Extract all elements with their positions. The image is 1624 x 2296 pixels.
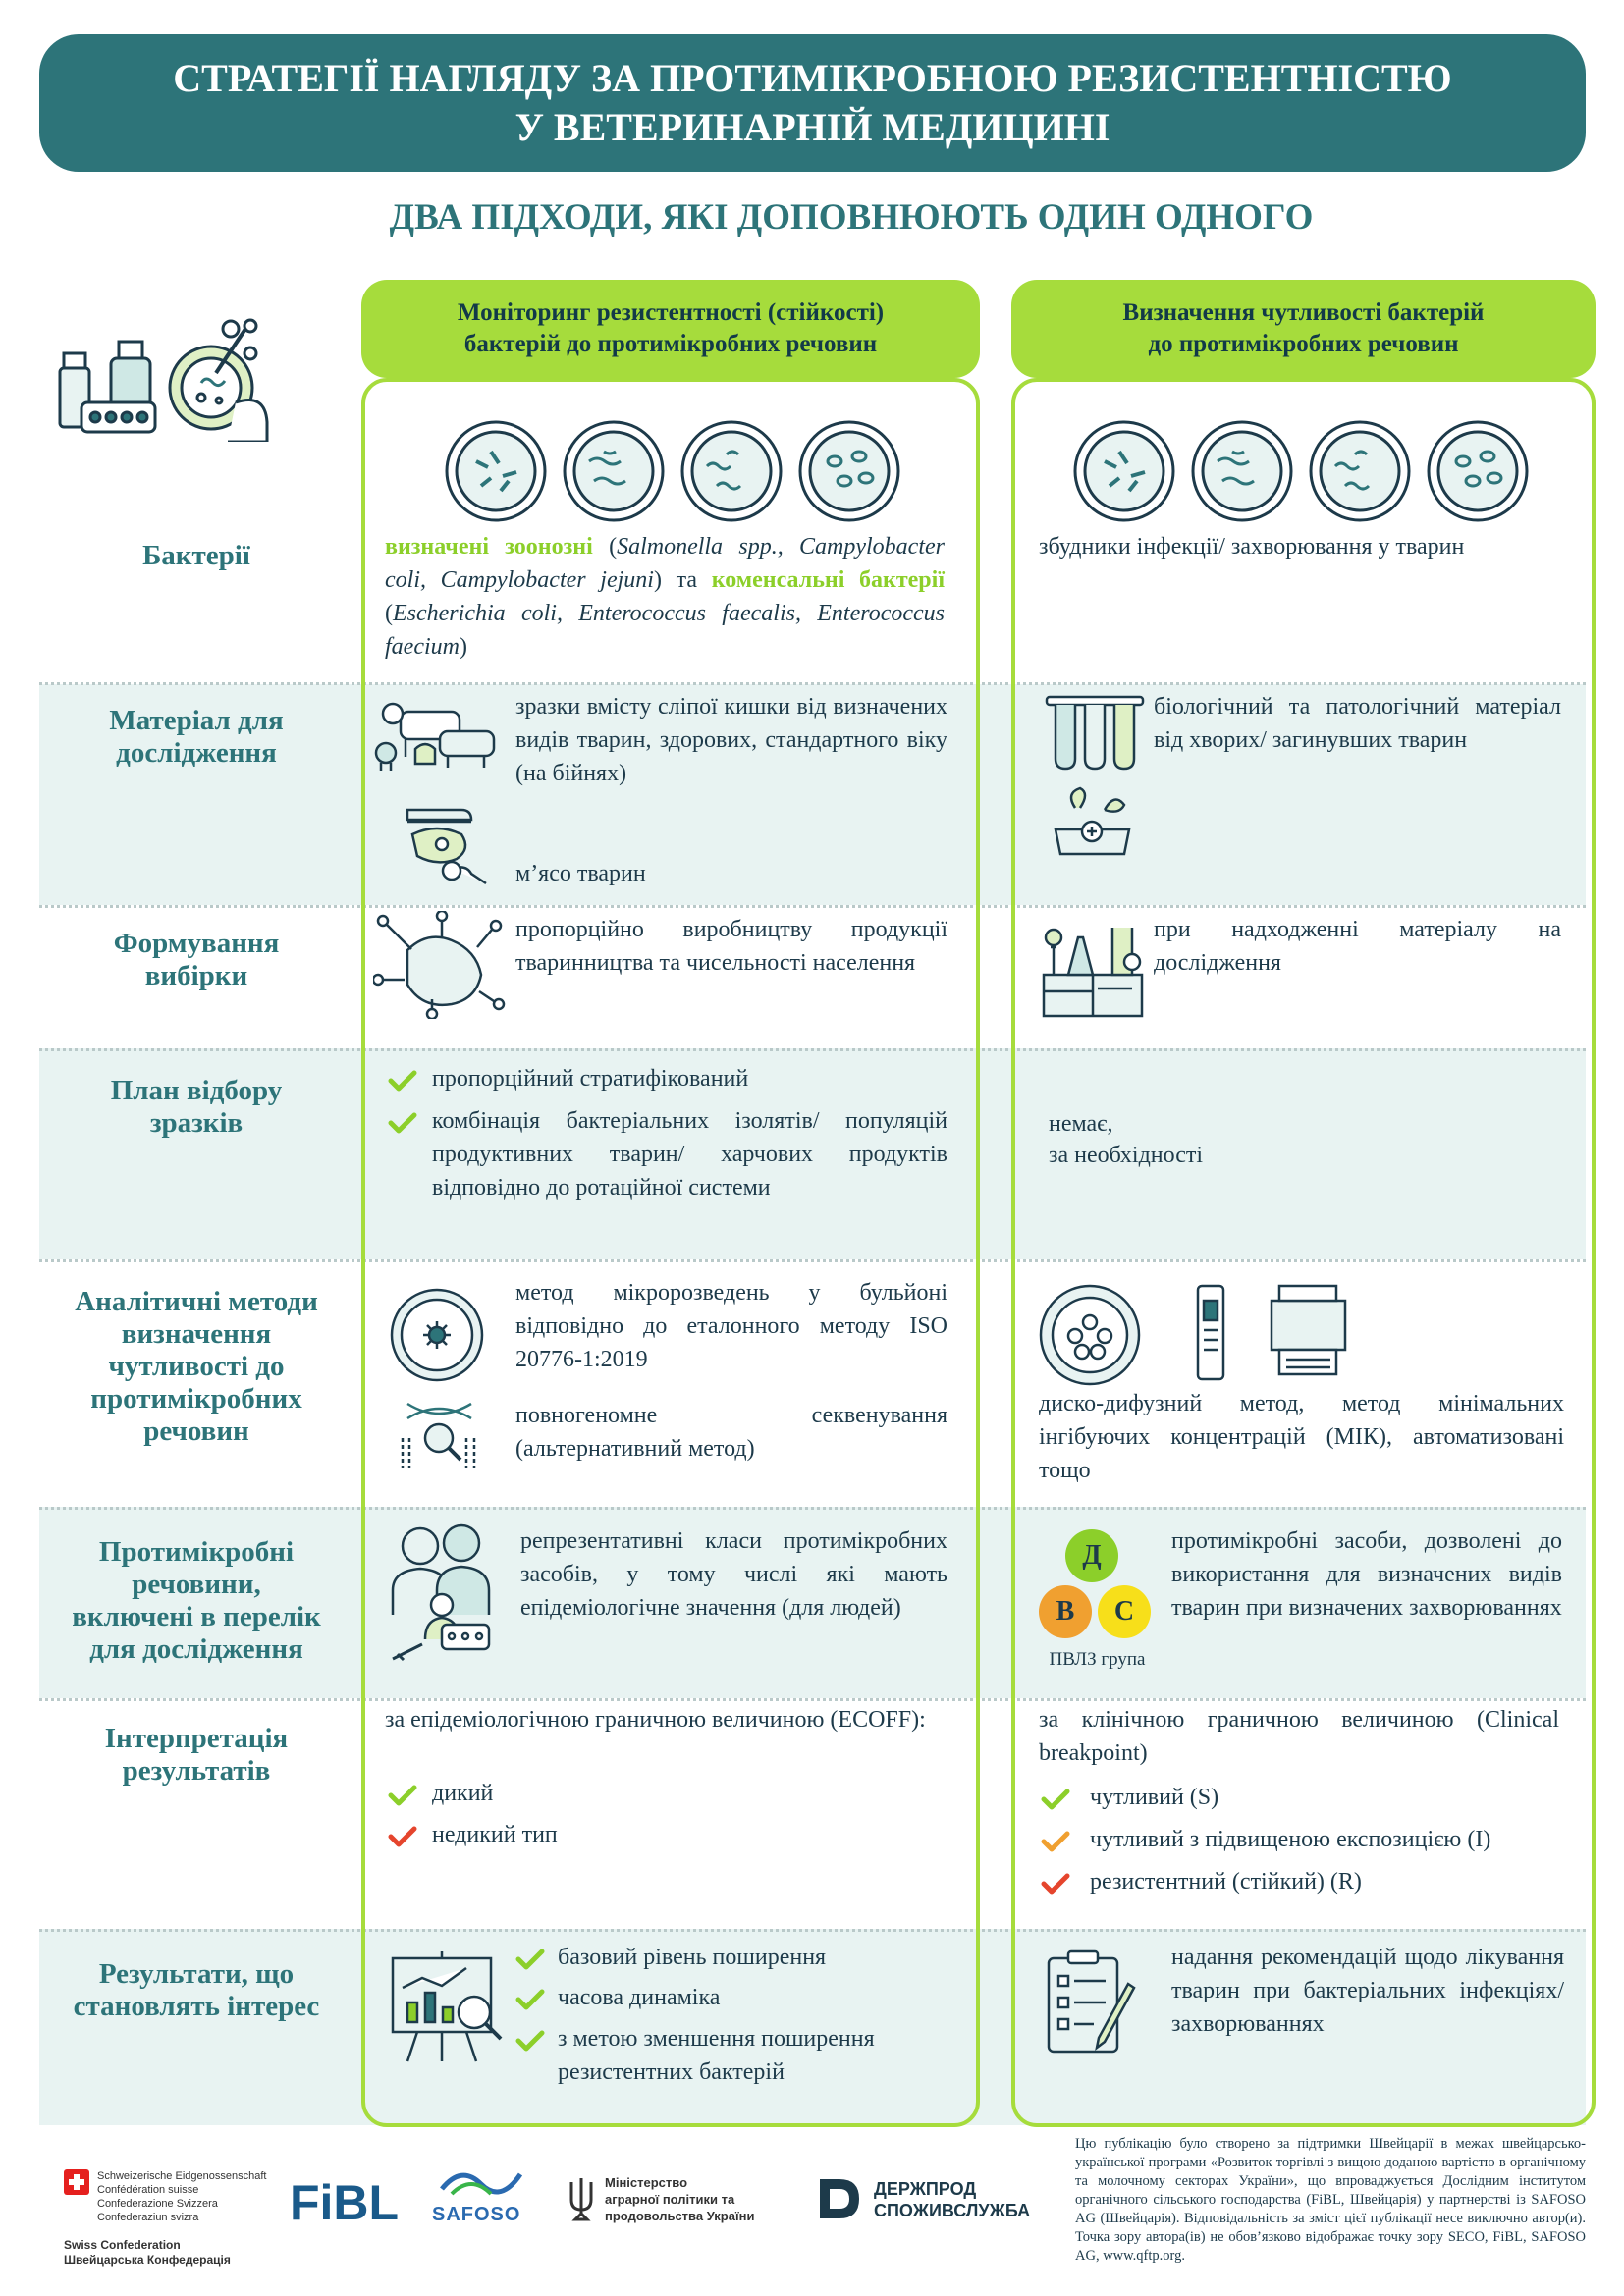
check-icon — [388, 1070, 417, 1092]
material-left-text1: зразки вмісту сліпої кишки від визначених видів тварин, здорових, стандартного віку (на бійнях) — [515, 694, 947, 786]
sampling-right-text: при надходженні матеріалу на дослідження — [1154, 917, 1561, 976]
microdilution-plate-icon — [388, 1286, 486, 1384]
left-column-header — [361, 280, 980, 378]
row-label-sampling: Формування вибірки — [113, 928, 280, 991]
row-label-plan: План відбору зразків — [110, 1075, 283, 1139]
family-icon — [388, 1522, 496, 1674]
row-label-results: Результати, що становлять інтерес — [73, 1958, 320, 2022]
right-column-header — [1011, 280, 1596, 378]
right-header-line1: Визначення чутливості бактерій — [1122, 299, 1485, 326]
row-label-substances: Протимікробні речовини, включені в перелік для дослідження — [72, 1536, 321, 1665]
material-right-text: біологічний та патологічний матеріал від хворих/ загинувших тварин — [1154, 694, 1561, 753]
title-line2: У ВЕТЕРИНАРНІЙ МЕДИЦИНІ — [514, 105, 1110, 149]
plan-left-text1: пропорційний стратифікований — [432, 1066, 749, 1092]
left-header-line2: бактерій до протимікробних речовин — [463, 331, 878, 357]
check-icon — [515, 1989, 545, 2010]
group-d-badge: Д — [1065, 1529, 1118, 1582]
network-map-icon — [373, 911, 506, 1019]
meat-icon — [398, 800, 496, 888]
safoso-logo: SAFOSO — [432, 2164, 540, 2226]
check-icon — [1041, 1873, 1070, 1895]
bacteria-left-text: визначені зоонозні (Salmonella spp., Campylobacter coli, Campylobacter jejuni) та коменсальні бактерії (Escherichia coli, Enterococcus faecalis, Enterococcus faecium) — [385, 534, 945, 660]
right-header-line2: до протимікробних речовин — [1148, 331, 1459, 357]
results-left1: базовий рівень поширення — [558, 1945, 827, 1970]
footer-disclaimer: Цю публікацію було створено за підтримки Швейцарії в межах швейцарсько-української програми «Розвиток торгівлі з вищою доданою вартістю в органічному та молочному секторах України», що впроваджується Дослідним інститутом органічного сільського господарства (FiBL, Швейцарія) у партнерстві із SAFOSO AG (Швейцарія). Відповідальність за зміст цієї публікації несе виключно автор(и). Точка зору автора(ів) не обов’язково відображає точку зору SECO, FiBL, SAFOSO AG, www.qftp.org. — [1075, 2136, 1586, 2264]
check-icon — [515, 1949, 545, 1970]
check-icon — [388, 1112, 417, 1134]
safoso-wave-icon — [432, 2164, 530, 2199]
group-b-badge: В — [1039, 1585, 1092, 1638]
check-icon — [1041, 1831, 1070, 1852]
plan-left-text2: комбінація бактеріальних ізолятів/ популяцій продуктивних тварин/ харчових продуктів відповідно до ротаційної системи — [432, 1108, 947, 1201]
analytics-board-icon — [388, 1949, 511, 2066]
row-label-methods: Аналітичні методи визначення чутливості до протимікробних речовин — [75, 1286, 318, 1447]
substances-left-text: репрезентативні класи протимікробних засобів, у тому числі які мають епідеміологічне значення (для людей) — [520, 1528, 947, 1621]
disk-diffusion-icon — [1036, 1271, 1350, 1394]
interpretation-right2: чутливий з підвищеною експозицією (I) — [1090, 1827, 1491, 1852]
lab-medicine-icon — [54, 314, 280, 442]
row-label-bacteria: Бактерії — [142, 540, 250, 571]
group-caption: ПВЛЗ група — [1049, 1649, 1146, 1670]
methods-right-text: диско-дифузний метод, метод мінімальних інгібуючих концентрацій (МІК), автоматизовані тощо — [1039, 1391, 1564, 1483]
swiss-flag-icon — [64, 2169, 89, 2195]
methods-left-text1: метод мікророзведень у бульйоні відповідно до еталонного методу ISO 20776-1:2019 — [515, 1280, 947, 1372]
farm-animals-icon — [371, 692, 509, 775]
bacteria-right-text: збудники інфекції/ захворювання у тварин — [1039, 534, 1465, 560]
laboratory-icon — [1039, 918, 1147, 1021]
petri-dishes-icon — [1070, 417, 1532, 525]
results-left3: з метою зменшення поширення резистентних бактерій — [558, 2026, 875, 2085]
test-tubes-icon — [1041, 692, 1149, 864]
methods-left-text2: повногеномне секвенування (альтернативний метод) — [515, 1403, 947, 1462]
interpretation-right3: резистентний (стійкий) (R) — [1090, 1869, 1362, 1895]
page-subtitle: ДВА ПІДХОДИ, ЯКІ ДОПОВНЮЮТЬ ОДИН ОДНОГО — [389, 197, 1314, 238]
check-icon — [1041, 1789, 1070, 1810]
interpretation-right-intro: за клінічною граничною величиною (Clinical breakpoint) — [1039, 1707, 1559, 1766]
derzhprod-d-icon — [815, 2174, 864, 2223]
row-label-interpretation: Інтерпретація результатів — [104, 1723, 289, 1787]
title-line1: СТРАТЕГІЇ НАГЛЯДУ ЗА ПРОТИМІКРОБНОЮ РЕЗИСТЕНТНІСТЮ — [173, 56, 1452, 100]
petri-dishes-icon — [442, 417, 903, 525]
interpretation-left1: дикий — [432, 1781, 494, 1806]
interpretation-left2: недикий тип — [432, 1822, 558, 1847]
material-left-text2: м’ясо тварин — [515, 861, 646, 886]
results-right-text: надання рекомендацій щодо лікування тварин при бактеріальних інфекціях/ захворюваннях — [1171, 1945, 1564, 2037]
row-label-material: Матеріал для дослідження — [109, 705, 284, 769]
results-left2: часова динаміка — [558, 1985, 721, 2010]
plan-right-text1: немає, — [1049, 1111, 1113, 1137]
interpretation-left-intro: за епідеміологічною граничною величиною (ECOFF): — [385, 1707, 926, 1733]
check-icon — [388, 1826, 417, 1847]
substances-right-text: протимікробні засоби, дозволені до використання для визначених видів тварин при визначених захворюваннях — [1171, 1528, 1562, 1621]
plan-right-text2: за необхідності — [1049, 1143, 1204, 1168]
fibl-logo: FiBL — [290, 2175, 400, 2230]
page-title — [39, 34, 1586, 172]
sampling-left-text: пропорційно виробництву продукції тваринництва та чисельності населення — [515, 917, 947, 976]
check-icon — [388, 1785, 417, 1806]
trident-icon — [568, 2174, 595, 2221]
group-c-badge: С — [1098, 1585, 1151, 1638]
interpretation-right1: чутливий (S) — [1090, 1785, 1219, 1810]
left-header-line1: Моніторинг резистентності (стійкості) — [457, 299, 885, 326]
checklist-icon — [1041, 1949, 1139, 2061]
dna-sequencing-icon — [398, 1394, 481, 1477]
check-icon — [515, 2030, 545, 2052]
